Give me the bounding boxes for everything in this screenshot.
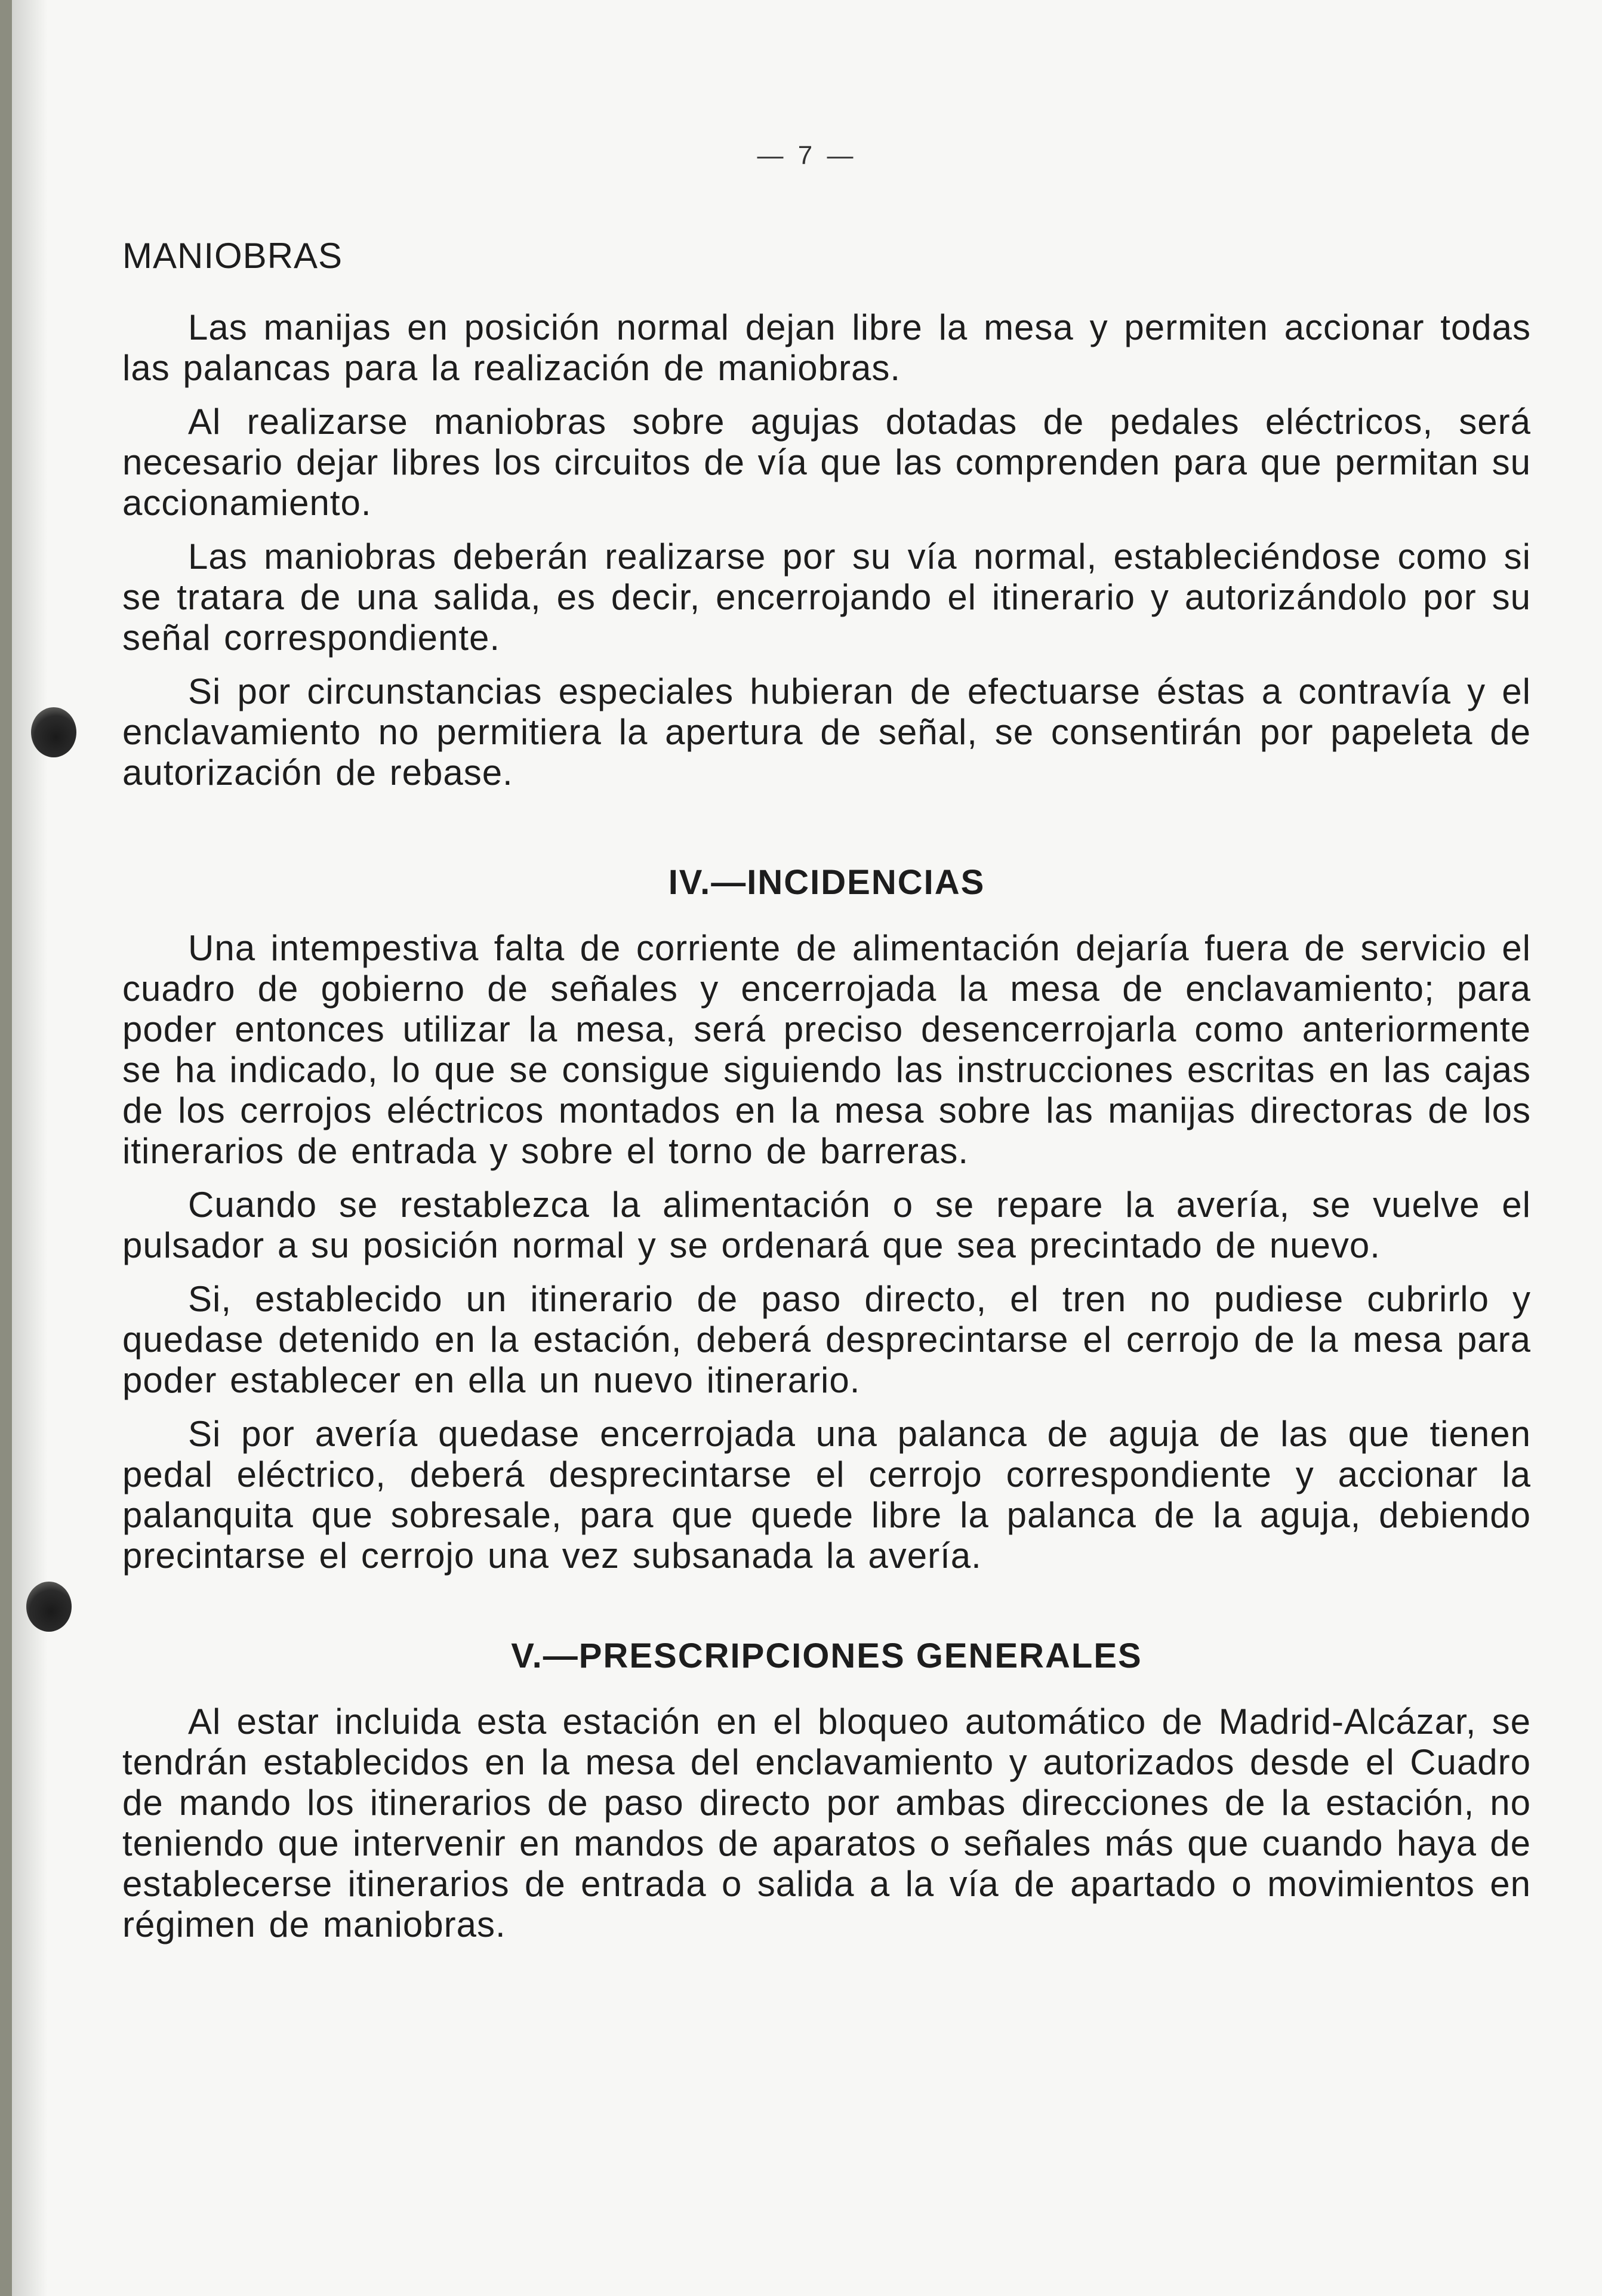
maniobras-paragraph: Al realizarse maniobras sobre agujas dotadas de pedales eléctricos, será necesario dejar libres los circuitos de vía que las comprenden para que permitan su accionamiento. xyxy=(122,402,1531,523)
incidencias-paragraph: Una intempestiva falta de corriente de alimentación dejaría fuera de servicio el cuadro de gobierno de señales y encerrojada la mesa de enclavamiento; para poder entonces utilizar la mesa, será preciso desencerrojarla como anteriormente se ha indicado, lo que se consigue siguiendo las instrucciones escritas en las cajas de los cerrojos eléctricos montados en la mesa sobre las manijas directoras de los itinerarios de entrada y sobre el torno de barreras. xyxy=(122,928,1531,1171)
incidencias-paragraph: Cuando se restablezca la alimentación o se repare la avería, se vuelve el pulsador a su posición normal y se ordenará que sea precintado de nuevo. xyxy=(122,1185,1531,1265)
maniobras-paragraph: Si por circunstancias especiales hubieran de efectuarse éstas a contravía y el enclavamiento no permitiera la apertura de señal, se consentirán por papeleta de autorización de rebase. xyxy=(122,671,1531,793)
maniobras-heading: MANIOBRAS xyxy=(122,236,343,276)
binder-hole-bottom xyxy=(26,1582,72,1632)
maniobras-paragraph: Las manijas en posición normal dejan libre la mesa y permiten accionar todas las palancas para la realización de maniobras. xyxy=(122,307,1531,388)
document-page xyxy=(12,0,1602,2296)
incidencias-paragraph: Si, establecido un itinerario de paso directo, el tren no pudiese cubrirlo y quedase detenido en la estación, deberá desprecintarse el cerrojo de la mesa para poder establecer en ella un nuevo itinerario. xyxy=(122,1279,1531,1400)
prescripciones-heading: V.—PRESCRIPCIONES GENERALES xyxy=(511,1637,1142,1675)
incidencias-heading: IV.—INCIDENCIAS xyxy=(668,863,985,902)
document-body xyxy=(122,236,1531,1958)
prescripciones-paragraph: Al estar incluida esta estación en el bloqueo automático de Madrid-Alcázar, se tendrán establecidos en la mesa del enclavamiento y autorizados desde el Cuadro de mando los itinerarios de paso directo por ambas direcciones de la estación, no teniendo que intervenir en mandos de aparatos o señales más que cuando haya de establecerse itinerarios de entrada o salida a la vía de apartado o movimientos en régimen de maniobras. xyxy=(122,1702,1531,1944)
binder-hole-top xyxy=(31,707,76,757)
incidencias-paragraph: Si por avería quedase encerrojada una palanca de aguja de las que tienen pedal eléctrico, deberá desprecintarse el cerrojo correspondiente y accionar la palanquita que sobresale, para que quede libre la palanca de la aguja, debiendo precintarse el cerrojo una vez subsanada la avería. xyxy=(122,1414,1531,1576)
maniobras-paragraph: Las maniobras deberán realizarse por su vía normal, estableciéndose como si se tratara de una salida, es decir, encerrojando el itinerario y autorizándolo por su señal correspondiente. xyxy=(122,537,1531,658)
page-number: — 7 — xyxy=(757,141,857,170)
